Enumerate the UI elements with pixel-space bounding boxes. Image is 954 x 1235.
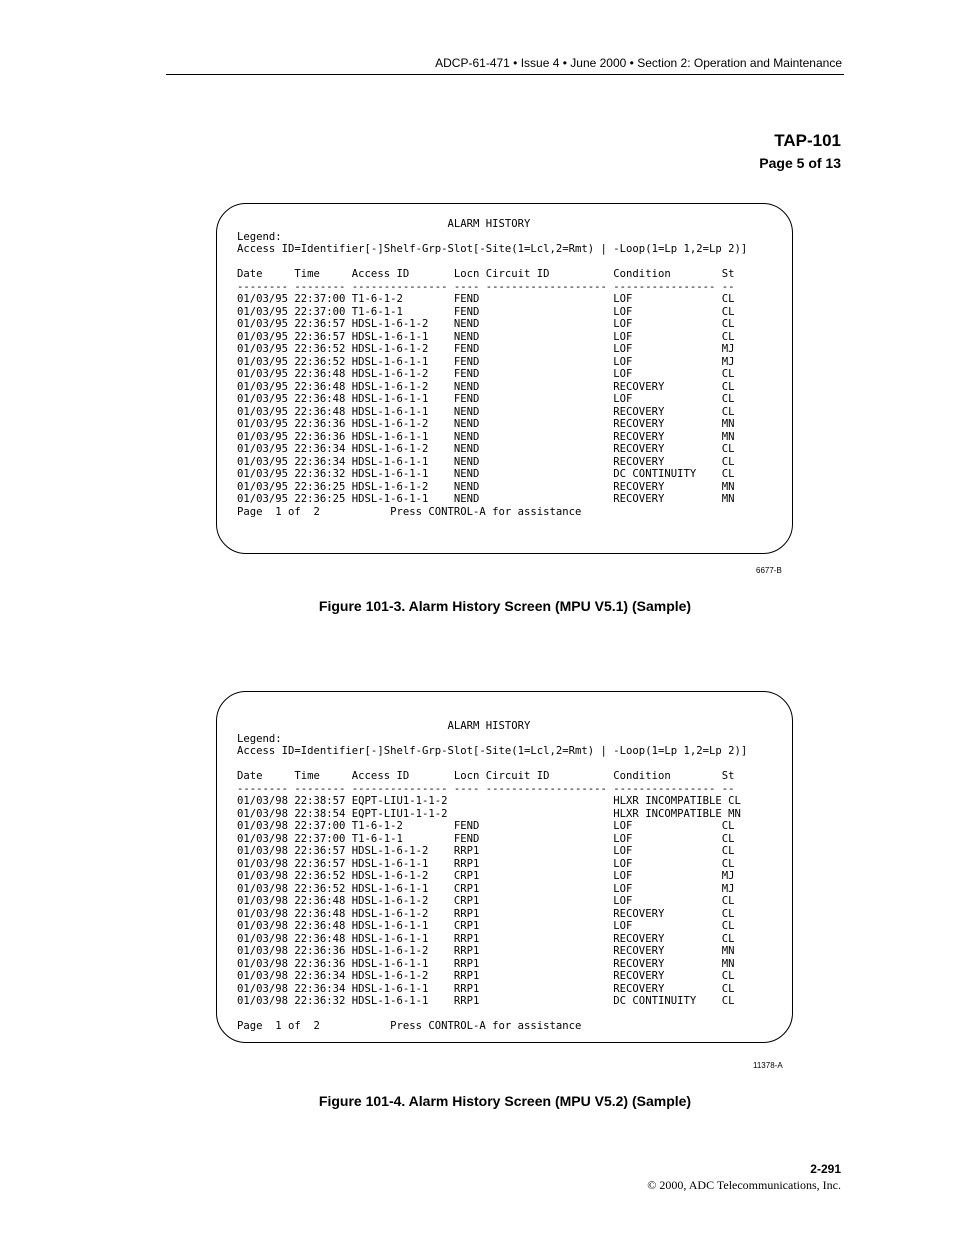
alarm-history-screen-text-2: ALARM HISTORY Legend: Access ID=Identifier[-]Shelf-Grp-Slot[-Site(1=Lcl,2=Rmt) | -Loop(1=Lp 1,2=Lp 2)] Date Time Access ID Locn Circuit ID Condition St -------- -------- --------------- ---- ------------------- ---------------- -- 01/03/98 22:38:57 EQPT-LIU1-1-1-2 HLXR INCOMPATIBLE CL 01/03/98 22:38:54 EQPT-LIU1-1-1-2 HLXR INCOMPATIBLE MN 01/03/98 22:37:00 T1-6-1-2 FEND LOF CL 01/03/98 22:37:00 T1-6-1-1 FEND LOF CL 01/03/98 22:36:57 HDSL-1-6-1-2 RRP1 LOF CL 01/03/98 22:36:57 HDSL-1-6-1-1 RRP1 LOF CL 01/03/98 22:36:52 HDSL-1-6-1-2 CRP1 LOF MJ 01/03/98 22:36:52 HDSL-1-6-1-1 CRP1 LOF MJ 01/03/98 22:36:48 HDSL-1-6-1-2 CRP1 LOF CL 01/03/98 22:36:48 HDSL-1-6-1-2 RRP1 RECOVERY CL 01/03/98 22:36:48 HDSL-1-6-1-1 CRP1 LOF CL 01/03/98 22:36:48 HDSL-1-6-1-1 RRP1 RECOVERY CL 01/03/98 22:36:36 HDSL-1-6-1-2 RRP1 RECOVERY MN 01/03/98 22:36:36 HDSL-1-6-1-1 RRP1 RECOVERY MN 01/03/98 22:36:34 HDSL-1-6-1-2 RRP1 RECOVERY CL 01/03/98 22:36:34 HDSL-1-6-1-1 RRP1 RECOVERY CL 01/03/98 22:36:32 HDSL-1-6-1-1 RRP1 DC CONTINUITY CL Page 1 of 2 Press CONTROL-A for assistance: [237, 720, 748, 1032]
tap-title: TAP-101: [774, 131, 841, 150]
figure-id-2: 11378-A: [753, 1061, 783, 1070]
figure-caption-1: Figure 101-3. Alarm History Screen (MPU V5.1) (Sample): [318, 598, 692, 614]
figure-id-1: 6677-B: [756, 566, 782, 575]
figure-caption-2: Figure 101-4. Alarm History Screen (MPU V5.2) (Sample): [318, 1093, 692, 1109]
page-number: 2-291: [810, 1162, 841, 1176]
tap-page-indicator: Page 5 of 13: [759, 155, 841, 171]
alarm-history-screen-text-1: ALARM HISTORY Legend: Access ID=Identifier[-]Shelf-Grp-Slot[-Site(1=Lcl,2=Rmt) | -Loop(1=Lp 1,2=Lp 2)] Date Time Access ID Locn Circuit ID Condition St -------- -------- --------------- ---- ------------------- ---------------- -- 01/03/95 22:37:00 T1-6-1-2 FEND LOF CL 01/03/95 22:37:00 T1-6-1-1 FEND LOF CL 01/03/95 22:36:57 HDSL-1-6-1-2 NEND LOF CL 01/03/95 22:36:57 HDSL-1-6-1-1 NEND LOF CL 01/03/95 22:36:52 HDSL-1-6-1-2 FEND LOF MJ 01/03/95 22:36:52 HDSL-1-6-1-1 FEND LOF MJ 01/03/95 22:36:48 HDSL-1-6-1-2 FEND LOF CL 01/03/95 22:36:48 HDSL-1-6-1-2 NEND RECOVERY CL 01/03/95 22:36:48 HDSL-1-6-1-1 FEND LOF CL 01/03/95 22:36:48 HDSL-1-6-1-1 NEND RECOVERY CL 01/03/95 22:36:36 HDSL-1-6-1-2 NEND RECOVERY MN 01/03/95 22:36:36 HDSL-1-6-1-1 NEND RECOVERY MN 01/03/95 22:36:34 HDSL-1-6-1-2 NEND RECOVERY CL 01/03/95 22:36:34 HDSL-1-6-1-1 NEND RECOVERY CL 01/03/95 22:36:32 HDSL-1-6-1-1 NEND DC CONTINUITY CL 01/03/95 22:36:25 HDSL-1-6-1-2 NEND RECOVERY MN 01/03/95 22:36:25 HDSL-1-6-1-1 NEND RECOVERY MN Page 1 of 2 Press CONTROL-A for assistance: [237, 218, 748, 518]
copyright-notice: © 2000, ADC Telecommunications, Inc.: [647, 1178, 841, 1192]
header-rule: [166, 74, 844, 75]
running-head: ADCP-61-471 • Issue 4 • June 2000 • Section 2: Operation and Maintenance: [435, 56, 842, 70]
